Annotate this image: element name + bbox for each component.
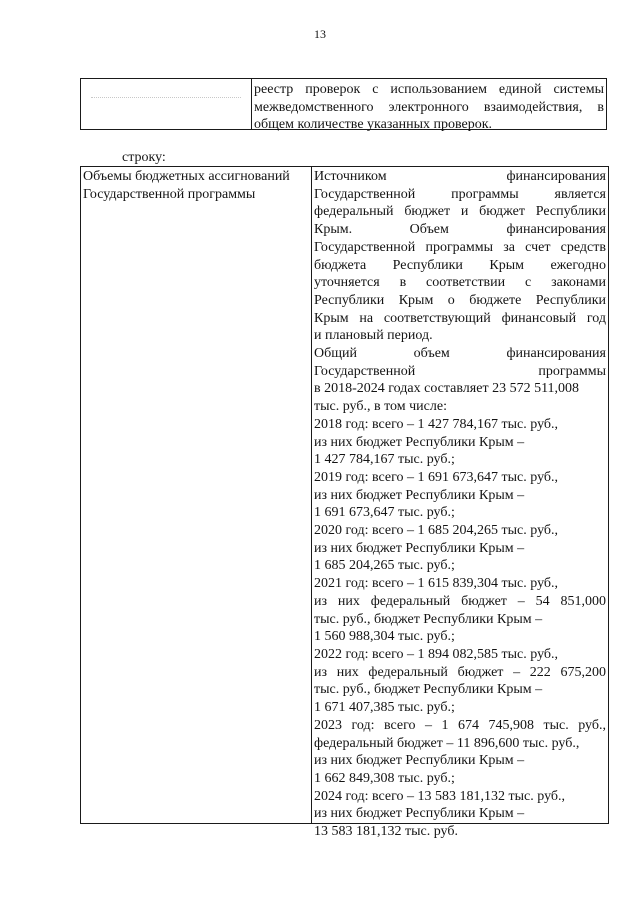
intro-word: строку: <box>122 150 166 165</box>
content-line: 2019 год: всего – 1 691 673,647 тыс. руб., <box>314 469 559 485</box>
content-line: 1 671 407,385 тыс. руб.; <box>314 700 455 716</box>
budget-table <box>80 166 609 840</box>
content-line: из них федеральный бюджет – 54 851,000 <box>314 593 606 609</box>
content-line: из них бюджет Республики Крым – <box>314 753 525 769</box>
content-line: Государственной программы <box>314 363 606 379</box>
previous-table-row <box>80 78 607 133</box>
content-line: 2023 год: всего – 1 674 745,908 тыс. руб., <box>314 717 606 733</box>
text-line: реестр проверок с использованием единой системы <box>254 82 604 97</box>
content-line: Государственной программы является <box>314 186 606 202</box>
content-line: из них бюджет Республики Крым – <box>314 487 525 503</box>
content-line: и плановый период. <box>314 328 433 344</box>
row-header-line: Объемы бюджетных ассигнований <box>83 169 290 184</box>
content-line: 2024 год: всего – 13 583 181,132 тыс. руб., <box>314 788 566 804</box>
content-line: уточняется в соответствии с законами <box>314 275 606 291</box>
content-line: 2021 год: всего – 1 615 839,304 тыс. руб., <box>314 576 559 592</box>
content-line: федеральный бюджет – 11 896,600 тыс. руб., <box>314 735 580 751</box>
content-line: из них бюджет Республики Крым – <box>314 806 525 822</box>
content-line: тыс. руб., в том числе: <box>314 399 447 415</box>
content-line: Республики Крым о бюджете Республики <box>314 292 606 308</box>
content-line: из них федеральный бюджет – 222 675,200 <box>314 664 606 680</box>
content-line: 1 560 988,304 тыс. руб.; <box>314 629 455 645</box>
content-line: 1 427 784,167 тыс. руб.; <box>314 452 455 468</box>
content-line: Крым на соответствующий финансовый год <box>314 310 606 326</box>
content-line: бюджета Республики Крым ежегодно <box>314 257 606 273</box>
content-line: из них бюджет Республики Крым – <box>314 434 525 450</box>
content-line: 1 662 849,308 тыс. руб.; <box>314 770 455 786</box>
row-header-cell <box>83 168 308 203</box>
content-line: тыс. руб., бюджет Республики Крым – <box>314 682 543 698</box>
content-line: 2018 год: всего – 1 427 784,167 тыс. руб., <box>314 416 559 432</box>
content-line: Государственной программы за счет средств <box>314 239 606 255</box>
row-header-line: Государственной программы <box>83 186 256 202</box>
content-line: в 2018-2024 годах составляет 23 572 511,008 <box>314 381 580 397</box>
text-line: межведомственного электронного взаимодействия, в <box>254 99 604 115</box>
content-line: Источником финансирования <box>314 169 606 184</box>
row-content-cell <box>314 168 606 841</box>
content-line: Крым. Объем финансирования <box>314 222 606 238</box>
column-divider <box>311 167 312 823</box>
content-line: Общий объем финансирования <box>314 346 606 362</box>
content-line: тыс. руб., бюджет Республики Крым – <box>314 611 543 627</box>
content-line: федеральный бюджет и бюджет Республики <box>314 204 606 220</box>
content-line: 2020 год: всего – 1 685 204,265 тыс. руб., <box>314 523 559 539</box>
page-number: 13 <box>314 27 326 41</box>
content-line: 13 583 181,132 тыс. руб. <box>314 824 458 840</box>
content-line: 2022 год: всего – 1 894 082,585 тыс. руб., <box>314 646 559 662</box>
content-line: 1 691 673,647 тыс. руб.; <box>314 505 455 521</box>
content-line: из них бюджет Республики Крым – <box>314 540 525 556</box>
previous-row-text <box>254 81 604 134</box>
faint-dotted-mark <box>91 97 241 99</box>
content-line: 1 685 204,265 тыс. руб.; <box>314 558 455 574</box>
column-divider <box>251 79 252 129</box>
text-line: общем количестве указанных проверок. <box>254 117 493 133</box>
